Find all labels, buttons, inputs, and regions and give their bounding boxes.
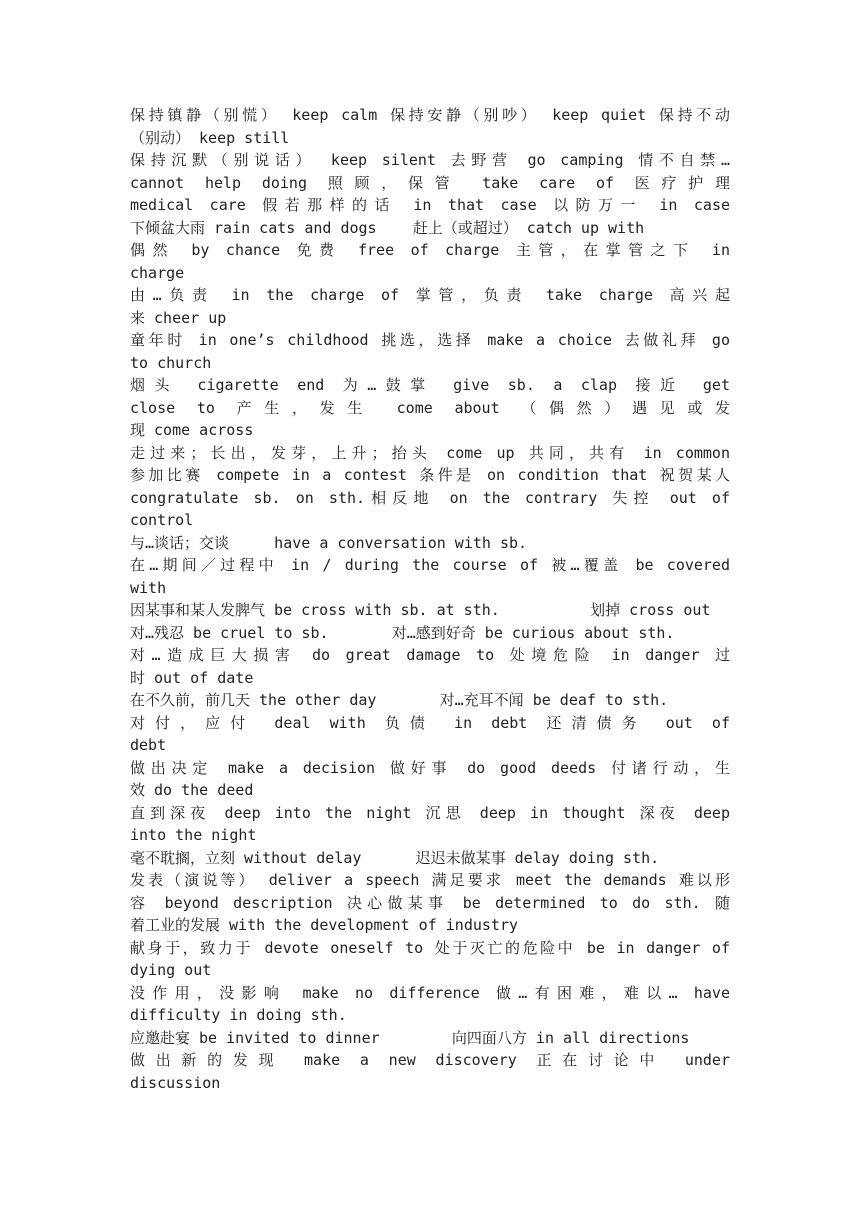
text-line: 烟头 cigarette end 为…鼓掌 give sb. a clap 接近 get	[130, 376, 730, 394]
text-line: 时 out of date	[130, 668, 254, 687]
text-line: 参加比赛 compete in a contest 条件是 on condition that 祝贺某人	[130, 466, 730, 484]
text-line: 在不久前，前几天 the other day 对…充耳不闻 be deaf to sth.	[130, 691, 669, 709]
text-line: debt	[130, 736, 167, 754]
text-line: congratulate sb. on sth.相反地 on the contrary 失控 out of	[130, 488, 730, 507]
text-line: 对付，应付 deal with 负债 in debt 还清债务 out of	[130, 713, 730, 732]
text-line: difficulty in doing sth.	[130, 1006, 347, 1024]
text-line: cannot help doing 照顾，保管 take care of 医疗护理	[130, 173, 730, 192]
text-line: into the night	[130, 826, 257, 844]
text-line: charge	[130, 263, 185, 282]
text-line: 偶然 by chance 免费 free of charge 主管，在掌管之下 in	[130, 241, 730, 259]
text-line: to church	[130, 353, 212, 372]
text-line: 效 do the deed	[130, 781, 254, 799]
text-line: with	[130, 578, 167, 597]
text-line: 保持镇静（别慌） keep calm 保持安静（别吵） keep quiet 保持不动	[130, 106, 730, 124]
text-line: 应邀赴宴 be invited to dinner 向四面八方 in all directions	[130, 1028, 690, 1047]
text-line: 现 come across	[130, 421, 254, 439]
text-line: 容 beyond description 决心做某事 be determined to do sth. 随	[130, 893, 730, 912]
text-line: 献身于，致力于 devote oneself to 处于灭亡的危险中 be in danger of	[130, 938, 730, 957]
text-line: 因某事和某人发脾气 be cross with sb. at sth. 划掉 cross out	[130, 601, 711, 619]
text-line: discussion	[130, 1073, 221, 1092]
text-line: 在…期间／过程中 in / during the course of 被…覆盖 be covered	[130, 556, 730, 574]
text-line: medical care 假若那样的话 in that case 以防万一 in case	[130, 196, 730, 214]
text-line: 保持沉默（别说话） keep silent 去野营 go camping 情不自禁…	[130, 151, 730, 169]
text-line: 由…负责 in the charge of 掌管，负责 take charge 高兴起	[130, 286, 730, 304]
text-line: 没作用，没影响 make no difference 做…有困难，难以… have	[130, 983, 730, 1002]
text-line: 做出决定 make a decision 做好事 do good deeds 付诸行动，生	[130, 758, 730, 777]
text-line: 走过来；长出，发芽，上升；抬头 come up 共同，共有 in common	[130, 443, 730, 462]
text-line: 着工业的发展 with the development of industry	[130, 916, 519, 934]
text-line: 对…造成巨大损害 do great damage to 处境危险 in danger 过	[130, 646, 730, 664]
text-line: 童年时 in one’s childhood 挑选，选择 make a choice 去做礼拜 go	[130, 331, 730, 349]
text-line: （别动） keep still	[130, 128, 290, 147]
text-line: dying out	[130, 961, 212, 979]
text-line: 来 cheer up	[130, 308, 227, 327]
document-page	[130, 104, 730, 1094]
text-line: 下倾盆大雨 rain cats and dogs 赶上（或超过） catch up with	[130, 218, 645, 237]
text-line: 与…谈话；交谈 have a conversation with sb.	[130, 533, 528, 552]
text-line: 对…残忍 be cruel to sb. 对…感到好奇 be curious about sth.	[130, 623, 675, 642]
text-line: 发表（演说等） deliver a speech 满足要求 meet the demands 难以形	[130, 871, 730, 889]
text-line: 毫不耽搁，立刻 without delay 迟迟未做某事 delay doing sth.	[130, 848, 660, 867]
text-line: control	[130, 511, 194, 529]
text-line: close to 产生，发生 come about （偶然）遇见或发	[130, 398, 730, 417]
text-line: 做出新的发现 make a new discovery 正在讨论中 under	[130, 1051, 730, 1069]
text-line: 直到深夜 deep into the night 沉思 deep in thought 深夜 deep	[130, 803, 730, 822]
phrase-list	[130, 104, 730, 1094]
